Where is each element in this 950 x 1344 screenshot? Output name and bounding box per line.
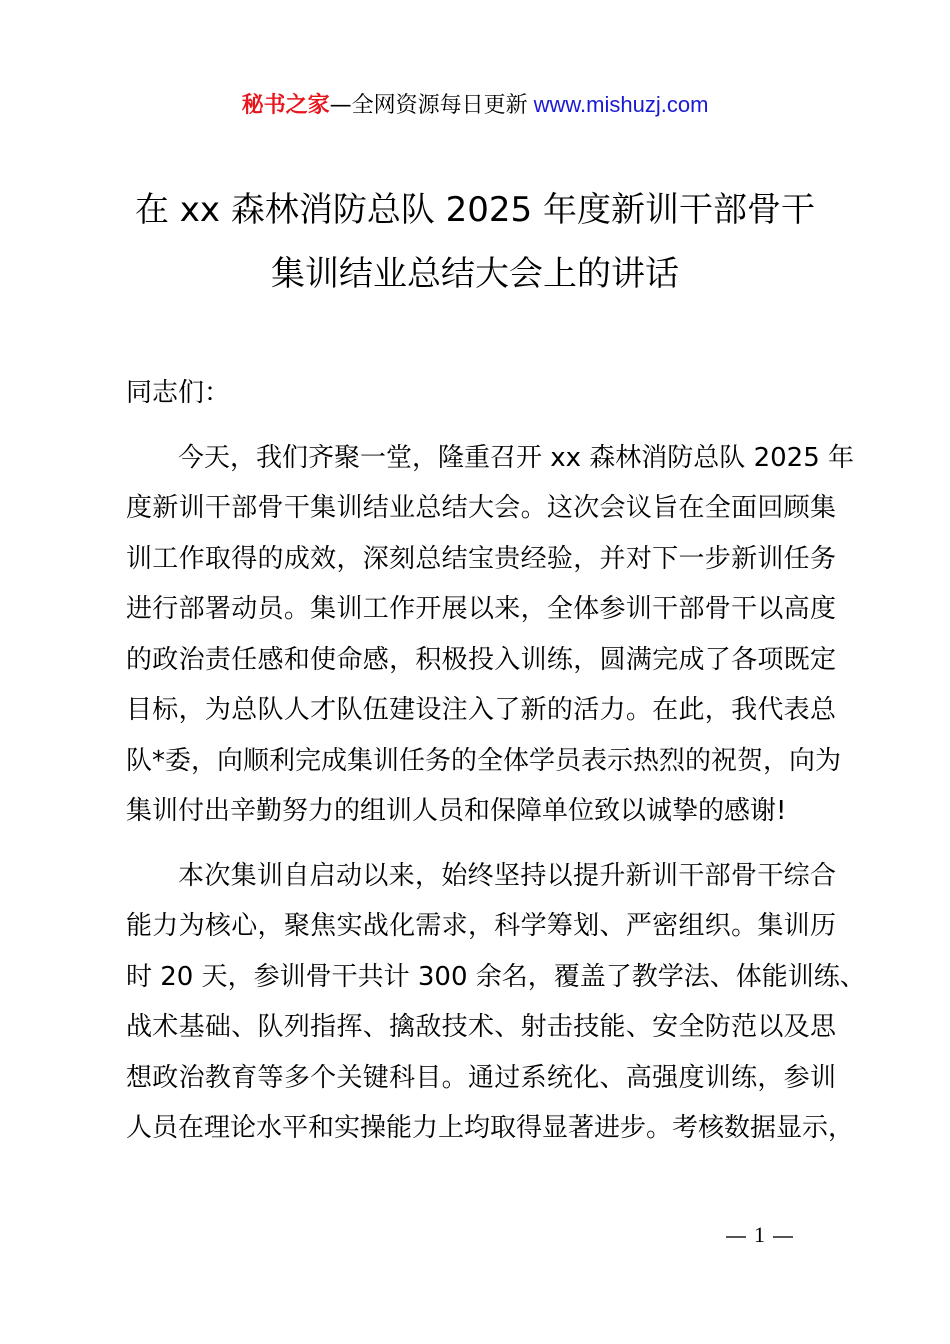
page-number — [718, 1222, 801, 1248]
paragraph — [126, 851, 866, 1154]
site-brand: 秘书之家 — [241, 93, 330, 118]
paragraph-line: 想政治教育等多个关键科目。通过系统化、高强度训练，参训 — [126, 1062, 836, 1093]
salutation: 同志们： — [126, 378, 231, 408]
title-line: 在 xx 森林消防总队 2025 年度新训干部骨干 — [135, 190, 815, 230]
title-line: 集训结业总结大会上的讲话 — [271, 254, 679, 294]
paragraph-line: 时 20 天，参训骨干共计 300 余名，覆盖了教学法、体能训练、 — [126, 961, 866, 992]
paragraph-line: 能力为核心，聚焦实战化需求，科学筹划、严密组织。集训历 — [126, 911, 836, 941]
paragraph-line: 集训付出辛勤努力的组训人员和保障单位致以诚挚的感谢! — [126, 796, 787, 826]
site-tagline: —全网资源每日更新 — [329, 93, 528, 118]
page-number-dash-left — [726, 1236, 746, 1238]
paragraph-line: 的政治责任感和使命感，积极投入训练，圆满完成了各项既定 — [126, 644, 836, 675]
paragraph-line: 今天，我们齐聚一堂，隆重召开 xx 森林消防总队 2025 年 — [178, 442, 855, 473]
paragraph-line: 度新训干部骨干集训结业总结大会。这次会议旨在全面回顾集 — [126, 493, 836, 523]
paragraph-line: 目标，为总队人才队伍建设注入了新的活力。在此，我代表总 — [126, 695, 836, 725]
paragraph-line: 人员在理论水平和实操能力上均取得显著进步。考核数据显示， — [126, 1113, 855, 1143]
document-title — [0, 178, 950, 306]
paragraph — [126, 433, 855, 837]
page-number-dash-right — [773, 1236, 793, 1238]
paragraph-line: 进行部署动员。集训工作开展以来，全体参训干部骨干以高度 — [126, 594, 836, 624]
document-body — [126, 368, 866, 1168]
site-header — [0, 88, 950, 123]
paragraph-line: 本次集训自启动以来，始终坚持以提升新训干部骨干综合 — [178, 860, 836, 891]
paragraph-line: 队*委，向顺利完成集训任务的全体学员表示热烈的祝贺，向为 — [126, 745, 842, 776]
paragraph-line: 战术基础、队列指挥、擒敌技术、射击技能、安全防范以及思 — [126, 1012, 836, 1042]
page-number-value: 1 — [754, 1222, 765, 1247]
site-url-link[interactable]: www.mishuzj.com — [533, 92, 709, 117]
paragraph-line: 训工作取得的成效，深刻总结宝贵经验，并对下一步新训任务 — [126, 543, 836, 574]
